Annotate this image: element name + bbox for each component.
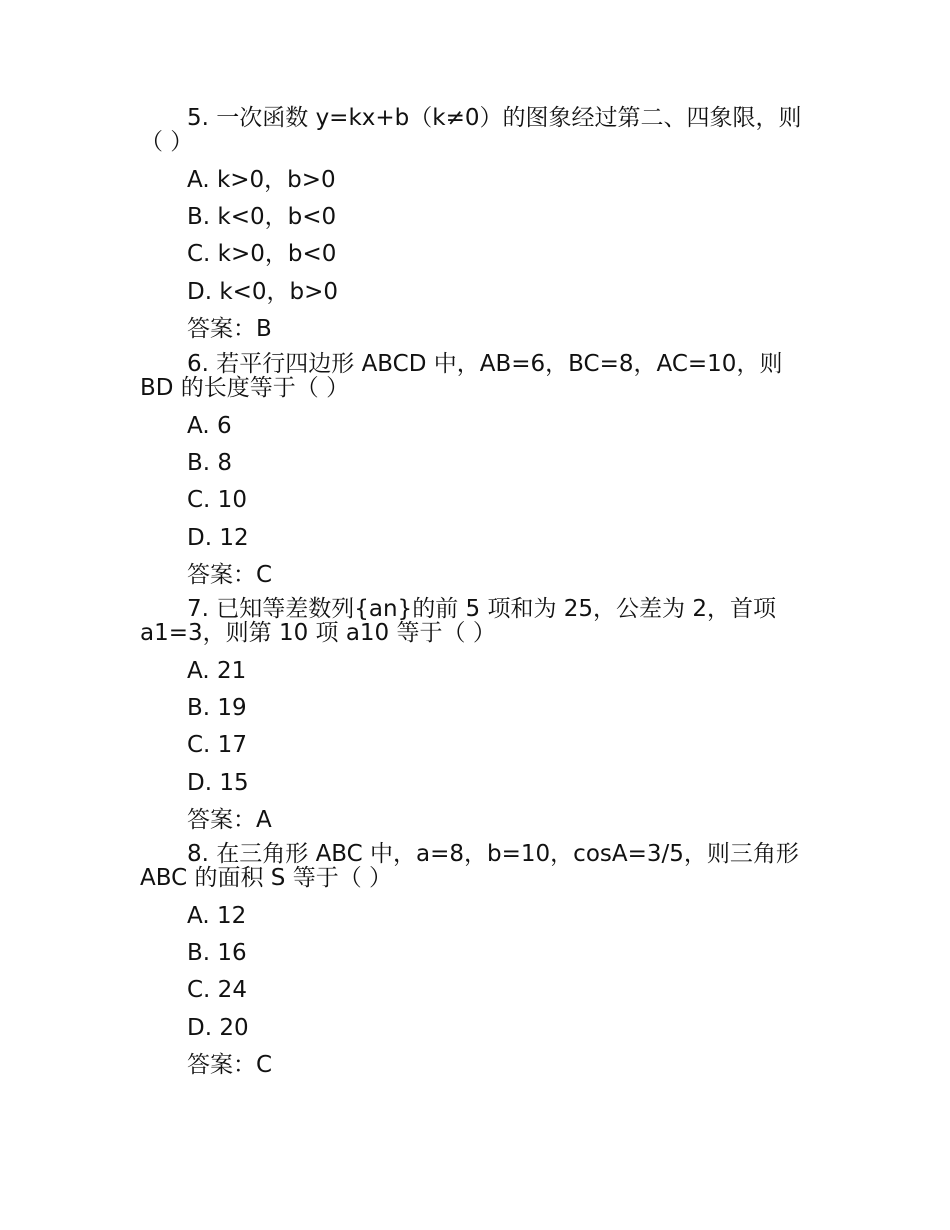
option-d: D. k<0，b>0 (187, 278, 339, 305)
question-5 (140, 106, 820, 348)
answer-line: 答案：A (187, 806, 272, 833)
option-c: C. 17 (187, 732, 247, 759)
question-stem: 7. 已知等差数列{an}的前 5 项和为 25，公差为 2，首项 a1=3，则第 10 项 a10 等于（ ） (140, 596, 776, 646)
option-b: B. 16 (187, 940, 247, 967)
option-a: A. k>0，b>0 (187, 167, 336, 193)
option-a: A. 21 (187, 658, 247, 684)
option-a: A. 6 (187, 413, 232, 439)
answer-line: 答案：C (187, 561, 273, 588)
question-6 (140, 352, 820, 594)
option-b: B. 8 (187, 450, 233, 477)
option-list (140, 653, 820, 839)
option-c: C. k>0，b<0 (187, 241, 337, 268)
question-8 (140, 842, 820, 1084)
option-list (140, 408, 820, 594)
question-stem: 8. 在三角形 ABC 中，a=8，b=10，cosA=3/5，则三角形 ABC 的面积 S 等于（ ） (140, 841, 799, 891)
answer-line: 答案：B (187, 315, 272, 342)
option-c: C. 24 (187, 977, 247, 1004)
question-stem: 5. 一次函数 y=kx+b（k≠0）的图象经过第二、四象限，则（ ） (140, 105, 802, 155)
question-7 (140, 597, 820, 839)
option-a: A. 12 (187, 903, 247, 929)
question-stem: 6. 若平行四边形 ABCD 中，AB=6，BC=8，AC=10，则 BD 的长度等于（ ） (140, 351, 783, 401)
option-c: C. 10 (187, 487, 247, 514)
option-b: B. 19 (187, 695, 247, 722)
option-d: D. 15 (187, 769, 249, 796)
answer-line: 答案：C (187, 1051, 273, 1078)
option-list (140, 162, 820, 348)
option-list (140, 898, 820, 1084)
option-b: B. k<0，b<0 (187, 204, 337, 231)
option-d: D. 12 (187, 524, 249, 551)
option-d: D. 20 (187, 1014, 249, 1041)
